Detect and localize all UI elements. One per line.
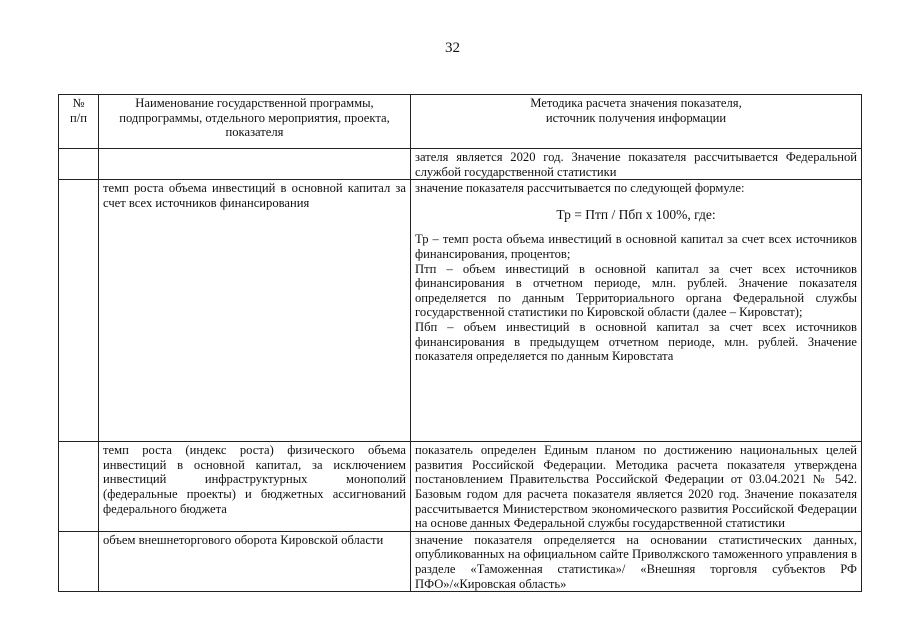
row-method xyxy=(411,180,862,442)
row-method: зателя является 2020 год. Значение показателя рассчитывается Федеральной службой государственной статистики xyxy=(411,149,862,180)
row-name: темп роста объема инвестиций в основной капитал за счет всех источников финансирования xyxy=(99,180,411,442)
definition-item: Тр – темп роста объема инвестиций в основной капитал за счет всех источников финансирования, процентов; xyxy=(415,232,857,261)
row-number xyxy=(59,149,99,180)
method-formula: Тр = Птп / Пбп x 100%, где: xyxy=(556,206,716,222)
row-name: объем внешнеторгового оборота Кировской области xyxy=(99,531,411,591)
table-row xyxy=(59,180,862,442)
table-row xyxy=(59,531,862,591)
row-method: значение показателя определяется на основании статистических данных, опубликованных на официальном сайте Приволжского таможенного управления в разделе «Таможенная статистика»/ «Внешняя торговля субъектов РФ ПФО»/«Кировская область» xyxy=(411,531,862,591)
indicator-methodology-table xyxy=(58,94,862,592)
row-method: показатель определен Единым планом по достижению национальных целей развития Российской Федерации. Методика расчета показателя утверждена постановлением Правительства Российской Федерации от 03.04.2021 № 542. Базовым годом для расчета показателя является 2020 год. Значение показателя рассчитывается Министерством экономического развития Российской Федерации на основе данных Федеральной службы государственной статистики xyxy=(411,442,862,532)
table-row xyxy=(59,442,862,532)
definition-item: Пбп – объем инвестиций в основной капитал за счет всех источников финансирования в предыдущем отчетном периоде, млн. рублей. Значение показателя определяется по данным Кировстата xyxy=(415,319,857,364)
header-name: Наименование государственной программы, подпрограммы, отдельного мероприятия, проекта, показателя xyxy=(99,95,411,149)
table-row xyxy=(59,149,862,180)
method-intro: значение показателя рассчитывается по следующей формуле: xyxy=(415,181,745,196)
row-number xyxy=(59,442,99,532)
table-header-row xyxy=(59,95,862,149)
definition-item: Птп – объем инвестиций в основной капитал за счет всех источников финансирования в отчетном периоде, млн. рублей. Значение показателя определяется по данным Территориального органа Федеральной службы государственной статистики по Кировской области (далее – Кировстат); xyxy=(415,261,857,320)
row-number xyxy=(59,531,99,591)
row-number xyxy=(59,180,99,442)
row-name: темп роста (индекс роста) физического объема инвестиций в основной капитал, за исключением инвестиций инфраструктурных монополий (федеральные проекты) и бюджетных ассигнований федерального бюджета xyxy=(99,442,411,532)
header-number: № п/п xyxy=(59,95,99,149)
header-method: Методика расчета значения показателя, источник получения информации xyxy=(411,95,862,149)
page-number: 32 xyxy=(445,40,460,56)
row-name xyxy=(99,149,411,180)
